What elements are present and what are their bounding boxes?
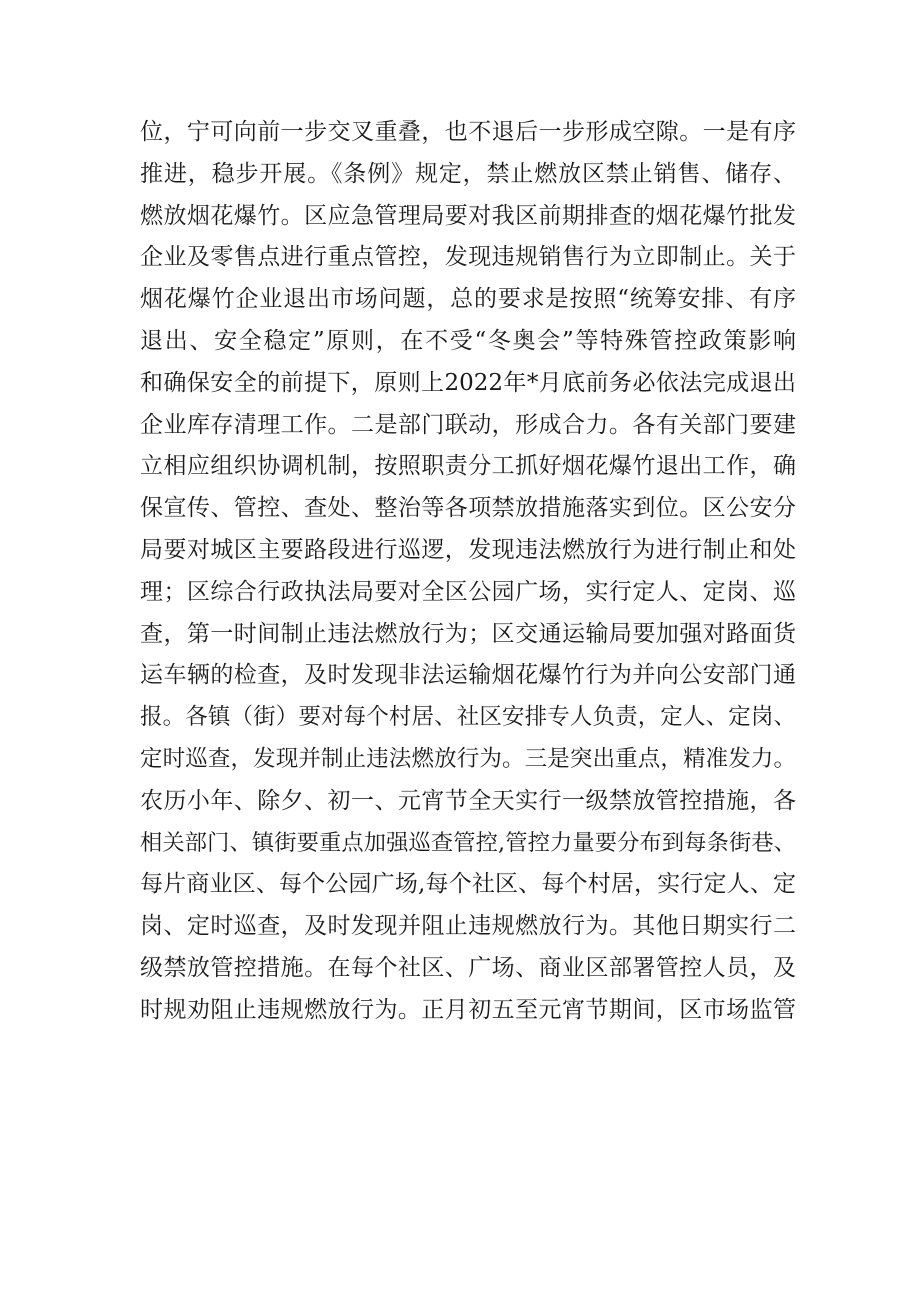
text-line: 企业库存清理工作。二是部门联动，形成合力。各有关部门要建 — [140, 411, 796, 438]
text-line: 企业及零售点进行重点管控，发现违规销售行为立即制止。关于 — [140, 244, 796, 271]
text-line: 查，第一时间制止违法燃放行为；区交通运输局要加强对路面货 — [140, 620, 796, 647]
text-line: 局要对城区主要路段进行巡逻，发现违法燃放行为进行制止和处 — [140, 536, 796, 563]
text-line: 保宣传、管控、查处、整治等各项禁放措施落实到位。区公安分 — [140, 495, 796, 522]
text-line: 级禁放管控措施。在每个社区、广场、商业区部署管控人员，及 — [140, 954, 796, 981]
text-line: 运车辆的检查，及时发现非法运输烟花爆竹行为并向公安部门通 — [140, 662, 796, 689]
text-line: 定时巡查，发现并制止违法燃放行为。三是突出重点，精准发力。 — [140, 745, 796, 772]
text-line: 时规劝阻止违规燃放行为。正月初五至元宵节期间，区市场监管 — [140, 996, 796, 1023]
text-line: 相关部门、镇街要重点加强巡查管控,管控力量要分布到每条街巷、 — [140, 829, 796, 856]
text-line: 退出、安全稳定”原则，在不受“冬奥会”等特殊管控政策影响 — [140, 327, 796, 354]
text-line: 烟花爆竹企业退出市场问题，总的要求是按照“统筹安排、有序 — [140, 286, 796, 313]
text-line: 每片商业区、每个公园广场,每个社区、每个村居，实行定人、定 — [140, 871, 796, 898]
text-line: 岗、定时巡查，及时发现并阻止违规燃放行为。其他日期实行二 — [140, 913, 796, 940]
text-line: 燃放烟花爆竹。区应急管理局要对我区前期排查的烟花爆竹批发 — [140, 202, 796, 229]
text-line: 推进，稳步开展。《条例》规定，禁止燃放区禁止销售、储存、 — [140, 160, 796, 187]
body-text — [140, 112, 796, 1032]
text-line: 理；区综合行政执法局要对全区公园广场，实行定人、定岗、巡 — [140, 578, 796, 605]
text-line: 农历小年、除夕、初一、元宵节全天实行一级禁放管控措施，各 — [140, 787, 796, 814]
text-line: 立相应组织协调机制，按照职责分工抓好烟花爆竹退出工作，确 — [140, 453, 796, 480]
text-line: 位，宁可向前一步交叉重叠，也不退后一步形成空隙。一是有序 — [140, 119, 796, 145]
text-line: 和确保安全的前提下，原则上2022年*月底前务必依法完成退出 — [140, 369, 796, 396]
text-line: 报。各镇（街）要对每个村居、社区安排专人负责，定人、定岗、 — [140, 704, 796, 731]
